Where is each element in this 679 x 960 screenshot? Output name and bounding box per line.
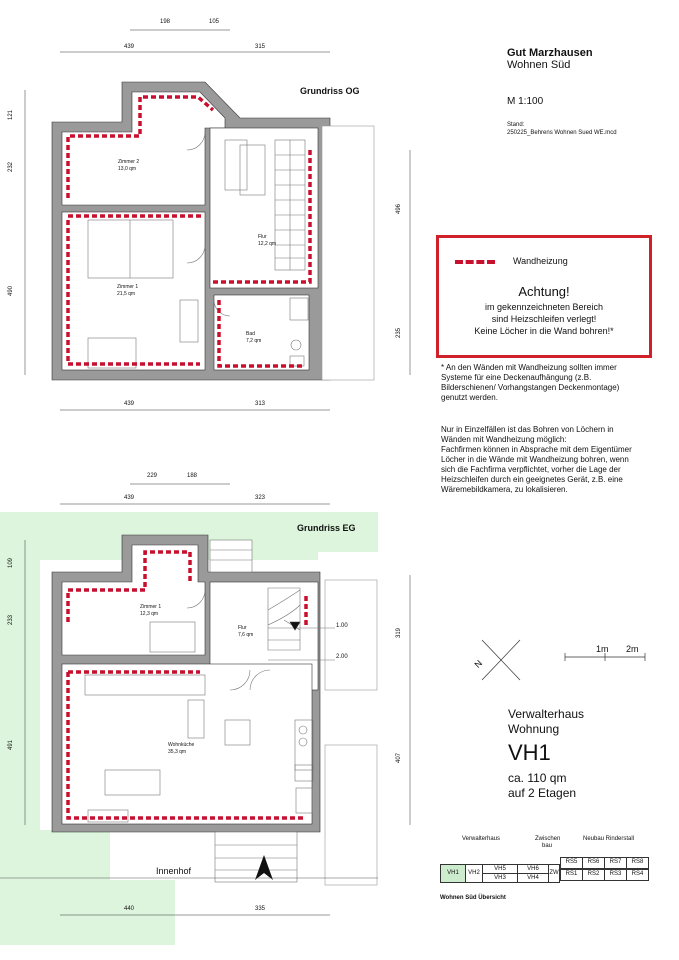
og-room-area: 7,2 qm bbox=[246, 338, 262, 344]
unit-area: ca. 110 qm bbox=[508, 771, 567, 785]
og-room-area: 13,0 qm bbox=[118, 166, 137, 172]
dimension-label: 315 bbox=[255, 44, 266, 50]
note-line: Nur in Einzelfällen ist das Bohren von Löchern in bbox=[441, 425, 614, 434]
overview-cell: VH3 bbox=[482, 873, 518, 883]
overview-cell: ZW bbox=[548, 864, 560, 883]
dimension-label: 232 bbox=[8, 161, 15, 173]
dimension-label: 229 bbox=[147, 473, 158, 479]
warning-headline: Achtung! bbox=[518, 284, 570, 299]
warning-line: im gekennzeichneten Bereich bbox=[484, 302, 604, 312]
unit-id: VH1 bbox=[508, 740, 551, 765]
note-line: Fachfirmen können in Absprache mit dem Eigentümer bbox=[441, 445, 632, 454]
overview-cell: RS4 bbox=[626, 869, 649, 881]
overview-cell: RS5 bbox=[560, 857, 583, 869]
og-room-flur bbox=[210, 128, 318, 288]
og-room-name: Flur bbox=[258, 234, 267, 240]
eg-room-name: Wohnküche bbox=[168, 742, 195, 748]
dimension-label: 319 bbox=[396, 627, 403, 639]
dimension-label: 198 bbox=[160, 19, 171, 25]
unit-building: Verwalterhaus bbox=[508, 707, 585, 721]
og-room-name: Zimmer 1 bbox=[117, 284, 139, 290]
heating-legend-swatch bbox=[455, 260, 495, 264]
overview-cell: RS3 bbox=[604, 869, 627, 881]
dimension-label: 440 bbox=[124, 906, 135, 912]
dimension-label: 490 bbox=[8, 285, 15, 297]
warning-line: Keine Löcher in die Wand bohren!* bbox=[474, 326, 614, 336]
dimension-label: 323 bbox=[255, 495, 266, 501]
og-room-zimmer2 bbox=[62, 92, 225, 205]
og-plan bbox=[52, 82, 374, 380]
eg-title: Grundriss EG bbox=[297, 523, 356, 533]
eg-room-area: 35,3 qm bbox=[168, 749, 187, 755]
north-label: N bbox=[472, 658, 485, 670]
note-line: Bilderschienen/ Vorhangstangen Deckenmontage) bbox=[441, 383, 620, 392]
level-label: 2.00 bbox=[336, 654, 348, 660]
overview-header: bau bbox=[542, 843, 553, 849]
overview-cell: RS1 bbox=[560, 869, 583, 881]
unit-kind: Wohnung bbox=[508, 722, 560, 736]
og-title: Grundriss OG bbox=[300, 86, 360, 96]
note-paragraph-1 bbox=[441, 363, 661, 403]
warning-line: sind Heizschleifen verlegt! bbox=[491, 314, 597, 324]
eg-room-name: Zimmer 1 bbox=[140, 604, 162, 610]
dimension-label: 313 bbox=[255, 401, 266, 407]
stand-label: Stand: bbox=[507, 122, 525, 128]
note-line: Löcher in die Wände mit Wandheizung bohren, wenn bbox=[441, 455, 629, 464]
eg-room-area: 7,6 qm bbox=[238, 632, 254, 638]
project-subtitle: Wohnen Süd bbox=[507, 59, 571, 71]
dimension-label: 121 bbox=[8, 109, 15, 121]
overview-cell: VH5 bbox=[482, 864, 518, 874]
unit-floors: auf 2 Etagen bbox=[508, 786, 577, 800]
overview-caption: Wohnen Süd Übersicht bbox=[440, 895, 506, 901]
note-line: Heizschleifen durch ein geeignetes Gerät, z.B. eine bbox=[441, 475, 623, 484]
eg-room-name: Flur bbox=[238, 625, 247, 631]
eg-room-area: 12,3 qm bbox=[140, 611, 159, 617]
og-room-name: Zimmer 2 bbox=[118, 159, 140, 165]
overview-header: Verwalterhaus bbox=[462, 836, 501, 842]
note-line: genutzt werden. bbox=[441, 393, 498, 402]
overview-header: Neubau Rinderstall bbox=[583, 836, 635, 842]
og-room-bad bbox=[214, 295, 309, 370]
project-title: Gut Marzhausen bbox=[507, 47, 593, 59]
overview-cell: RS2 bbox=[582, 869, 605, 881]
heating-warning-box bbox=[436, 235, 652, 358]
innenhof-label: Innenhof bbox=[156, 866, 192, 876]
level-label: 1.00 bbox=[336, 623, 348, 629]
file-name: 250225_Behrens Wohnen Sued WE.mcd bbox=[507, 130, 617, 136]
og-room-name: Bad bbox=[246, 331, 255, 337]
dimension-label: 491 bbox=[8, 739, 15, 751]
dimension-label: 439 bbox=[124, 44, 135, 50]
scale-label: 2m bbox=[626, 644, 639, 654]
note-line: Systeme für eine Deckenaufhängung (z.B. bbox=[441, 373, 592, 382]
note-line: sich die Fachfirma verpflichtet, vorher die Lage der bbox=[441, 465, 621, 474]
overview-cell: RS6 bbox=[582, 857, 605, 869]
dimension-label: 188 bbox=[187, 473, 198, 479]
overview-header: Zwischen bbox=[535, 836, 561, 842]
dimension-label: 105 bbox=[209, 19, 220, 25]
overview-cell: RS8 bbox=[626, 857, 649, 869]
dimension-label: 496 bbox=[396, 203, 403, 215]
note-line: Wäremebildkamera, zu lokalisieren. bbox=[441, 485, 568, 494]
overview-cell: RS7 bbox=[604, 857, 627, 869]
note-line: * An den Wänden mit Wandheizung sollten immer bbox=[441, 363, 617, 372]
scale-label: 1m bbox=[596, 644, 609, 654]
scale-bar bbox=[565, 653, 645, 661]
dimension-label: 407 bbox=[396, 752, 403, 764]
north-arrow-icon bbox=[482, 640, 520, 680]
og-room-area: 12,2 qm bbox=[258, 241, 277, 247]
og-room-area: 21,5 qm bbox=[117, 291, 136, 297]
note-paragraph-2 bbox=[441, 425, 661, 495]
dimension-label: 233 bbox=[8, 614, 15, 626]
heating-legend-label: Wandheizung bbox=[513, 256, 568, 266]
dimension-label: 235 bbox=[396, 327, 403, 339]
note-line: Wänden mit Wandheizung möglich: bbox=[441, 435, 567, 444]
dimension-label: 109 bbox=[8, 557, 15, 569]
eg-side-strip-lower bbox=[325, 745, 377, 885]
eg-room-zimmer1 bbox=[62, 545, 205, 655]
dimension-label: 439 bbox=[124, 495, 135, 501]
overview-cell: VH6 bbox=[517, 864, 549, 874]
og-side-strip bbox=[322, 126, 374, 380]
overview-cell: VH2 bbox=[465, 864, 483, 883]
overview-cell: VH4 bbox=[517, 873, 549, 883]
dimension-label: 439 bbox=[124, 401, 135, 407]
drawing-scale: M 1:100 bbox=[507, 96, 544, 107]
overview-cell-vh1: VH1 bbox=[440, 864, 466, 883]
dimension-label: 335 bbox=[255, 906, 266, 912]
eg-side-strip bbox=[325, 580, 377, 690]
